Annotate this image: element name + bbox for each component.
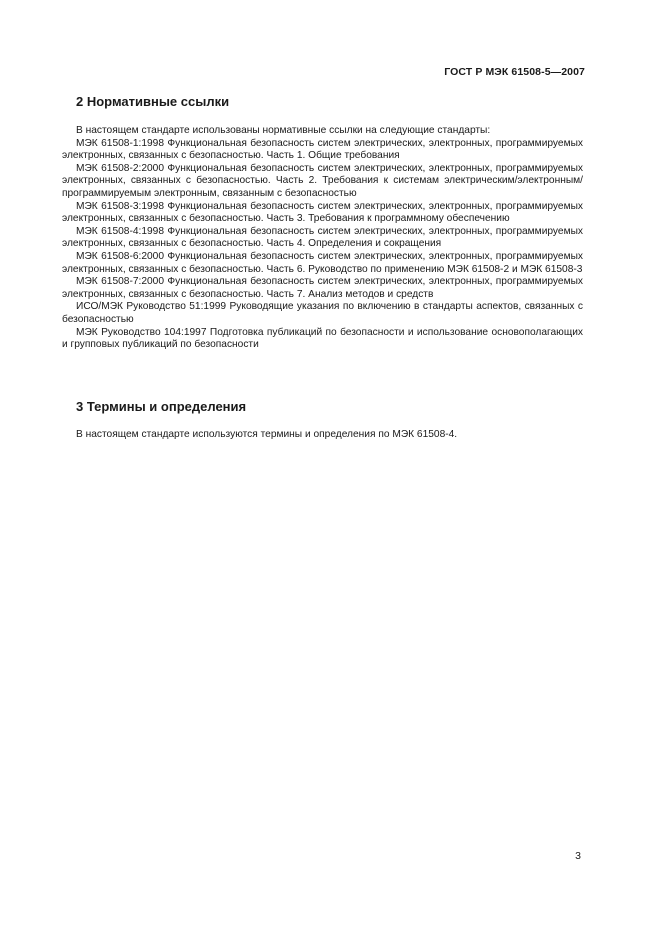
section-3-body bbox=[62, 429, 583, 442]
reference-item: МЭК 61508-2:2000 Функциональная безопасность систем электрических, электронных, программируемых электронных, связанных с безопасностью. Часть 2. Требования к системам электрическим/электронным/ программируемым электронным, связанным с безопасностью bbox=[62, 162, 583, 199]
reference-item: МЭК 61508-7:2000 Функциональная безопасность систем электрических, электронных, программируемых электронных, связанных с безопасностью. Часть 7. Анализ методов и средств bbox=[62, 276, 583, 300]
section-2-intro: В настоящем стандарте использованы нормативные ссылки на следующие стандарты: bbox=[76, 125, 491, 136]
reference-item: МЭК 61508-1:1998 Функциональная безопасность систем электрических, электронных, программируемых электронных, связанных с безопасностью. Часть 1. Общие требования bbox=[62, 137, 583, 162]
reference-item: МЭК Руководство 104:1997 Подготовка публикаций по безопасности и использование основополагающих и групповых публикаций по безопасности bbox=[62, 326, 583, 351]
page-number: 3 bbox=[575, 850, 581, 862]
document-header: ГОСТ Р МЭК 61508-5—2007 bbox=[444, 66, 585, 78]
section-2-title: 2 Нормативные ссылки bbox=[76, 94, 230, 109]
section-2-body bbox=[62, 125, 583, 352]
section-3-text: В настоящем стандарте используются термины и определения по МЭК 61508-4. bbox=[76, 429, 458, 440]
reference-item: МЭК 61508-6:2000 Функциональная безопасность систем электрических, электронных, программируемых электронных, связанных с безопасностью. Часть 6. Руководство по применению МЭК 61508-2 и МЭК 61508-3 bbox=[62, 250, 583, 275]
reference-item: МЭК 61508-3:1998 Функциональная безопасность систем электрических, электронных, программируемых электронных, связанных с безопасностью. Часть 3. Требования к программному обеспечению bbox=[62, 200, 583, 225]
section-3-title: 3 Термины и определения bbox=[76, 399, 247, 414]
reference-item: МЭК 61508-4:1998 Функциональная безопасность систем электрических, электронных, программируемых электронных, связанных с безопасностью. Часть 4. Определения и сокращения bbox=[62, 225, 583, 250]
reference-item: ИСО/МЭК Руководство 51:1999 Руководящие указания по включению в стандарты аспектов, связанных с безопасностью bbox=[62, 301, 583, 325]
